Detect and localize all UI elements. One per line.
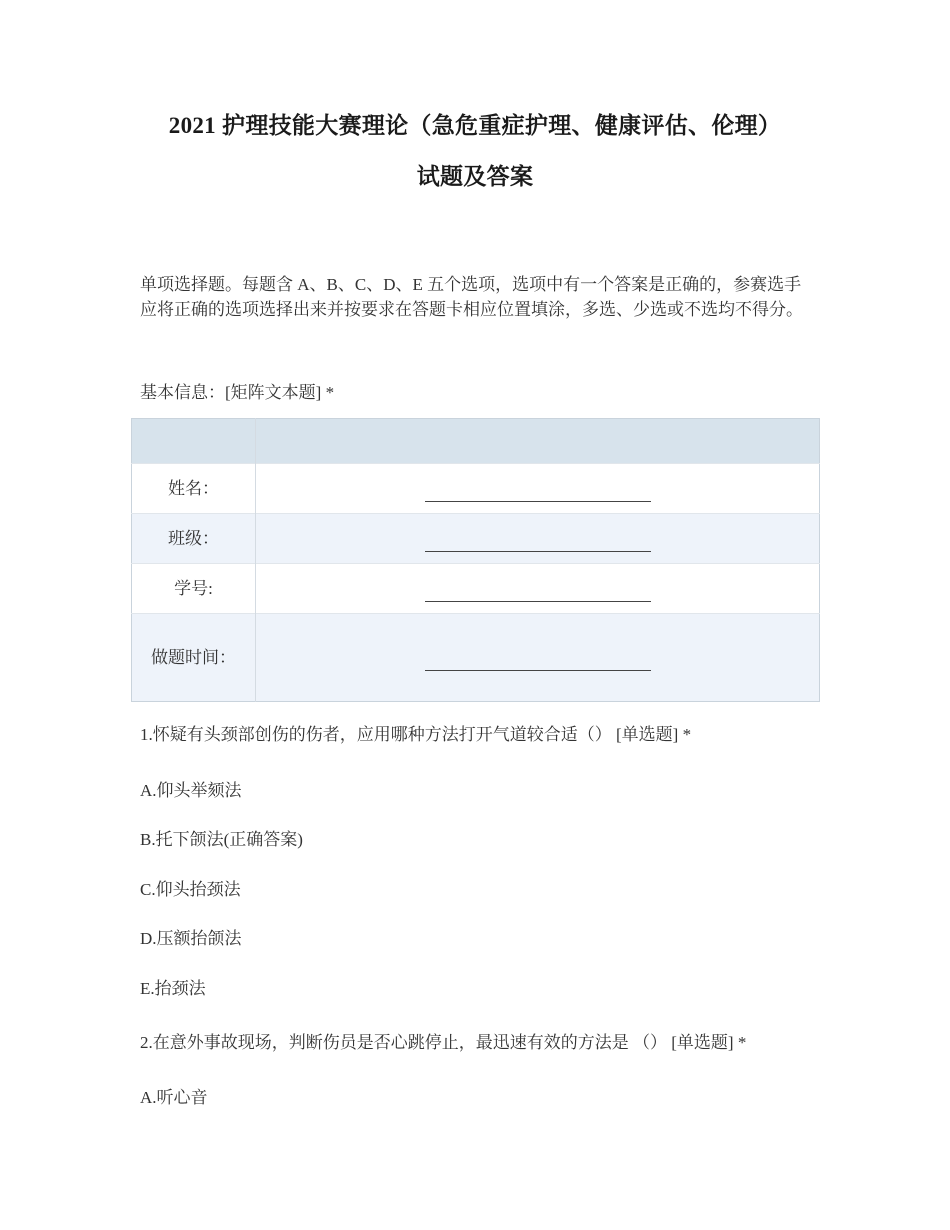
question-1-option-a: A.仰头举颏法 (140, 781, 242, 800)
question-1-option-d: D.压额抬颌法 (140, 929, 242, 948)
matrix-header-row (132, 419, 820, 464)
document-title-line-2: 试题及答案 (416, 164, 534, 189)
matrix-row-input-cell[interactable] (256, 614, 820, 702)
matrix-row-input-cell[interactable] (256, 464, 820, 514)
matrix-row-label: 学号: (132, 564, 256, 614)
matrix-row-time (132, 614, 820, 702)
matrix-row-input-cell[interactable] (256, 564, 820, 614)
matrix-row-label: 班级： (132, 514, 256, 564)
question-2-option-a: A.听心音 (140, 1088, 208, 1107)
question-1-option-b: B.托下颌法(正确答案) (140, 830, 303, 849)
matrix-row-student-id (132, 564, 820, 614)
question-1-text: 1.怀疑有头颈部创伤的伤者，应用哪种方法打开气道较合适（） [单选题] * (140, 725, 692, 744)
question-1-option-c: C.仰头抬颈法 (140, 880, 241, 899)
matrix-header-label-cell (132, 419, 256, 464)
time-blank-line[interactable] (425, 656, 651, 671)
matrix-row-name (132, 464, 820, 514)
matrix-row-label: 姓名： (132, 464, 256, 514)
question-1-option-e: E.抬颈法 (140, 979, 206, 998)
matrix-row-label: 做题时间： (132, 614, 256, 702)
document-title-line-1: 2021 护理技能大赛理论（急危重症护理、健康评估、伦理） (168, 113, 782, 138)
class-blank-line[interactable] (425, 537, 651, 552)
matrix-row-class (132, 514, 820, 564)
instructions-paragraph: 单项选择题。每题含 A、B、C、D、E 五个选项，选项中有一个答案是正确的，参赛选手应将正确的选项选择出来并按要求在答题卡相应位置填涂，多选、少选或不选均不得分。 (140, 275, 803, 319)
matrix-row-input-cell[interactable] (256, 514, 820, 564)
basic-info-label: 基本信息：[矩阵文本题] * (140, 383, 335, 402)
name-blank-line[interactable] (425, 487, 651, 502)
basic-info-matrix (131, 418, 820, 702)
matrix-header-value-cell (256, 419, 820, 464)
question-2-text: 2.在意外事故现场，判断伤员是否心跳停止，最迅速有效的方法是 （） [单选题] * (140, 1033, 747, 1052)
student-id-blank-line[interactable] (425, 587, 651, 602)
